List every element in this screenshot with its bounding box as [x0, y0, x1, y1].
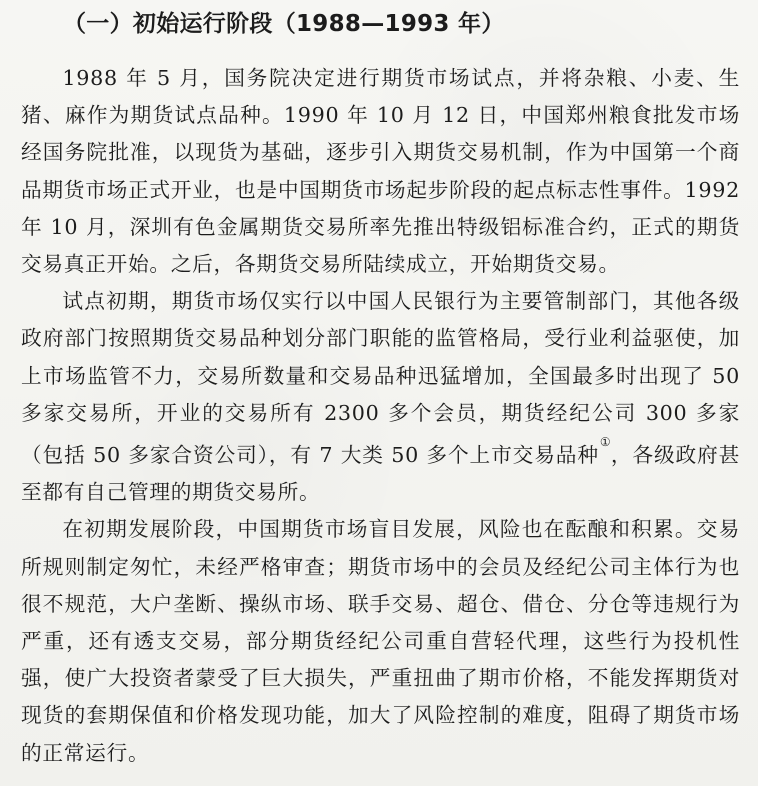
paragraph-3: 在初期发展阶段，中国期货市场盲目发展，风险也在酝酿和积累。交易所规则制定匆忙，未经严格审查；期货市场中的会员及经纪公司主体行为也很不规范，大户垄断、操纵市场、联手交易、超仓、借仓、分仓等违规行为严重，还有透支交易，部分期货经纪公司重自营轻代理，这些行为投机性强，使广大投资者蒙受了巨大损失，严重扭曲了期市价格，不能发挥期货对现货的套期保值和价格发现功能，加大了风险控制的难度，阻碍了期货市场的正常运行。 [21, 517, 740, 765]
footnote-marker[interactable]: ① [599, 435, 611, 450]
paragraph-2 [21, 283, 740, 511]
paragraph-2-text-before: 试点初期，期货市场仅实行以中国人民银行为主要管制部门，其他各级政府部门按照期货交易品种划分部门职能的监管格局，受行业利益驱使，加上市场监管不力，交易所数量和交易品种迅猛增加，全国最多时出现了 50 多家交易所，开业的交易所有 2300 多个会员，期货经纪公司 300 多家（包括 50 多家合资公司），有 7 大类 50 多个上市交易品种 [21, 289, 740, 467]
paragraph-2-text-after: ，各级政府甚至都有自己管理的期货交易所。 [21, 442, 740, 505]
paragraph-1: 1988 年 5 月，国务院决定进行期货市场试点，并将杂粮、小麦、生猪、麻作为期货试点品种。1990 年 10 月 12 日，中国郑州粮食批发市场经国务院批准，以现货为基础，逐步引入期货交易机制，作为中国第一个商品期货市场正式开业，也是中国期货市场起步阶段的起点标志性事件。1992 年 10 月，深圳有色金属期货交易所率先推出特级铝标准合约，正式的期货交易真正开始。之后，各期货交易所陆续成立，开始期货交易。 [21, 66, 740, 277]
section-heading: （一）初始运行阶段（1988—1993 年） [63, 11, 505, 37]
